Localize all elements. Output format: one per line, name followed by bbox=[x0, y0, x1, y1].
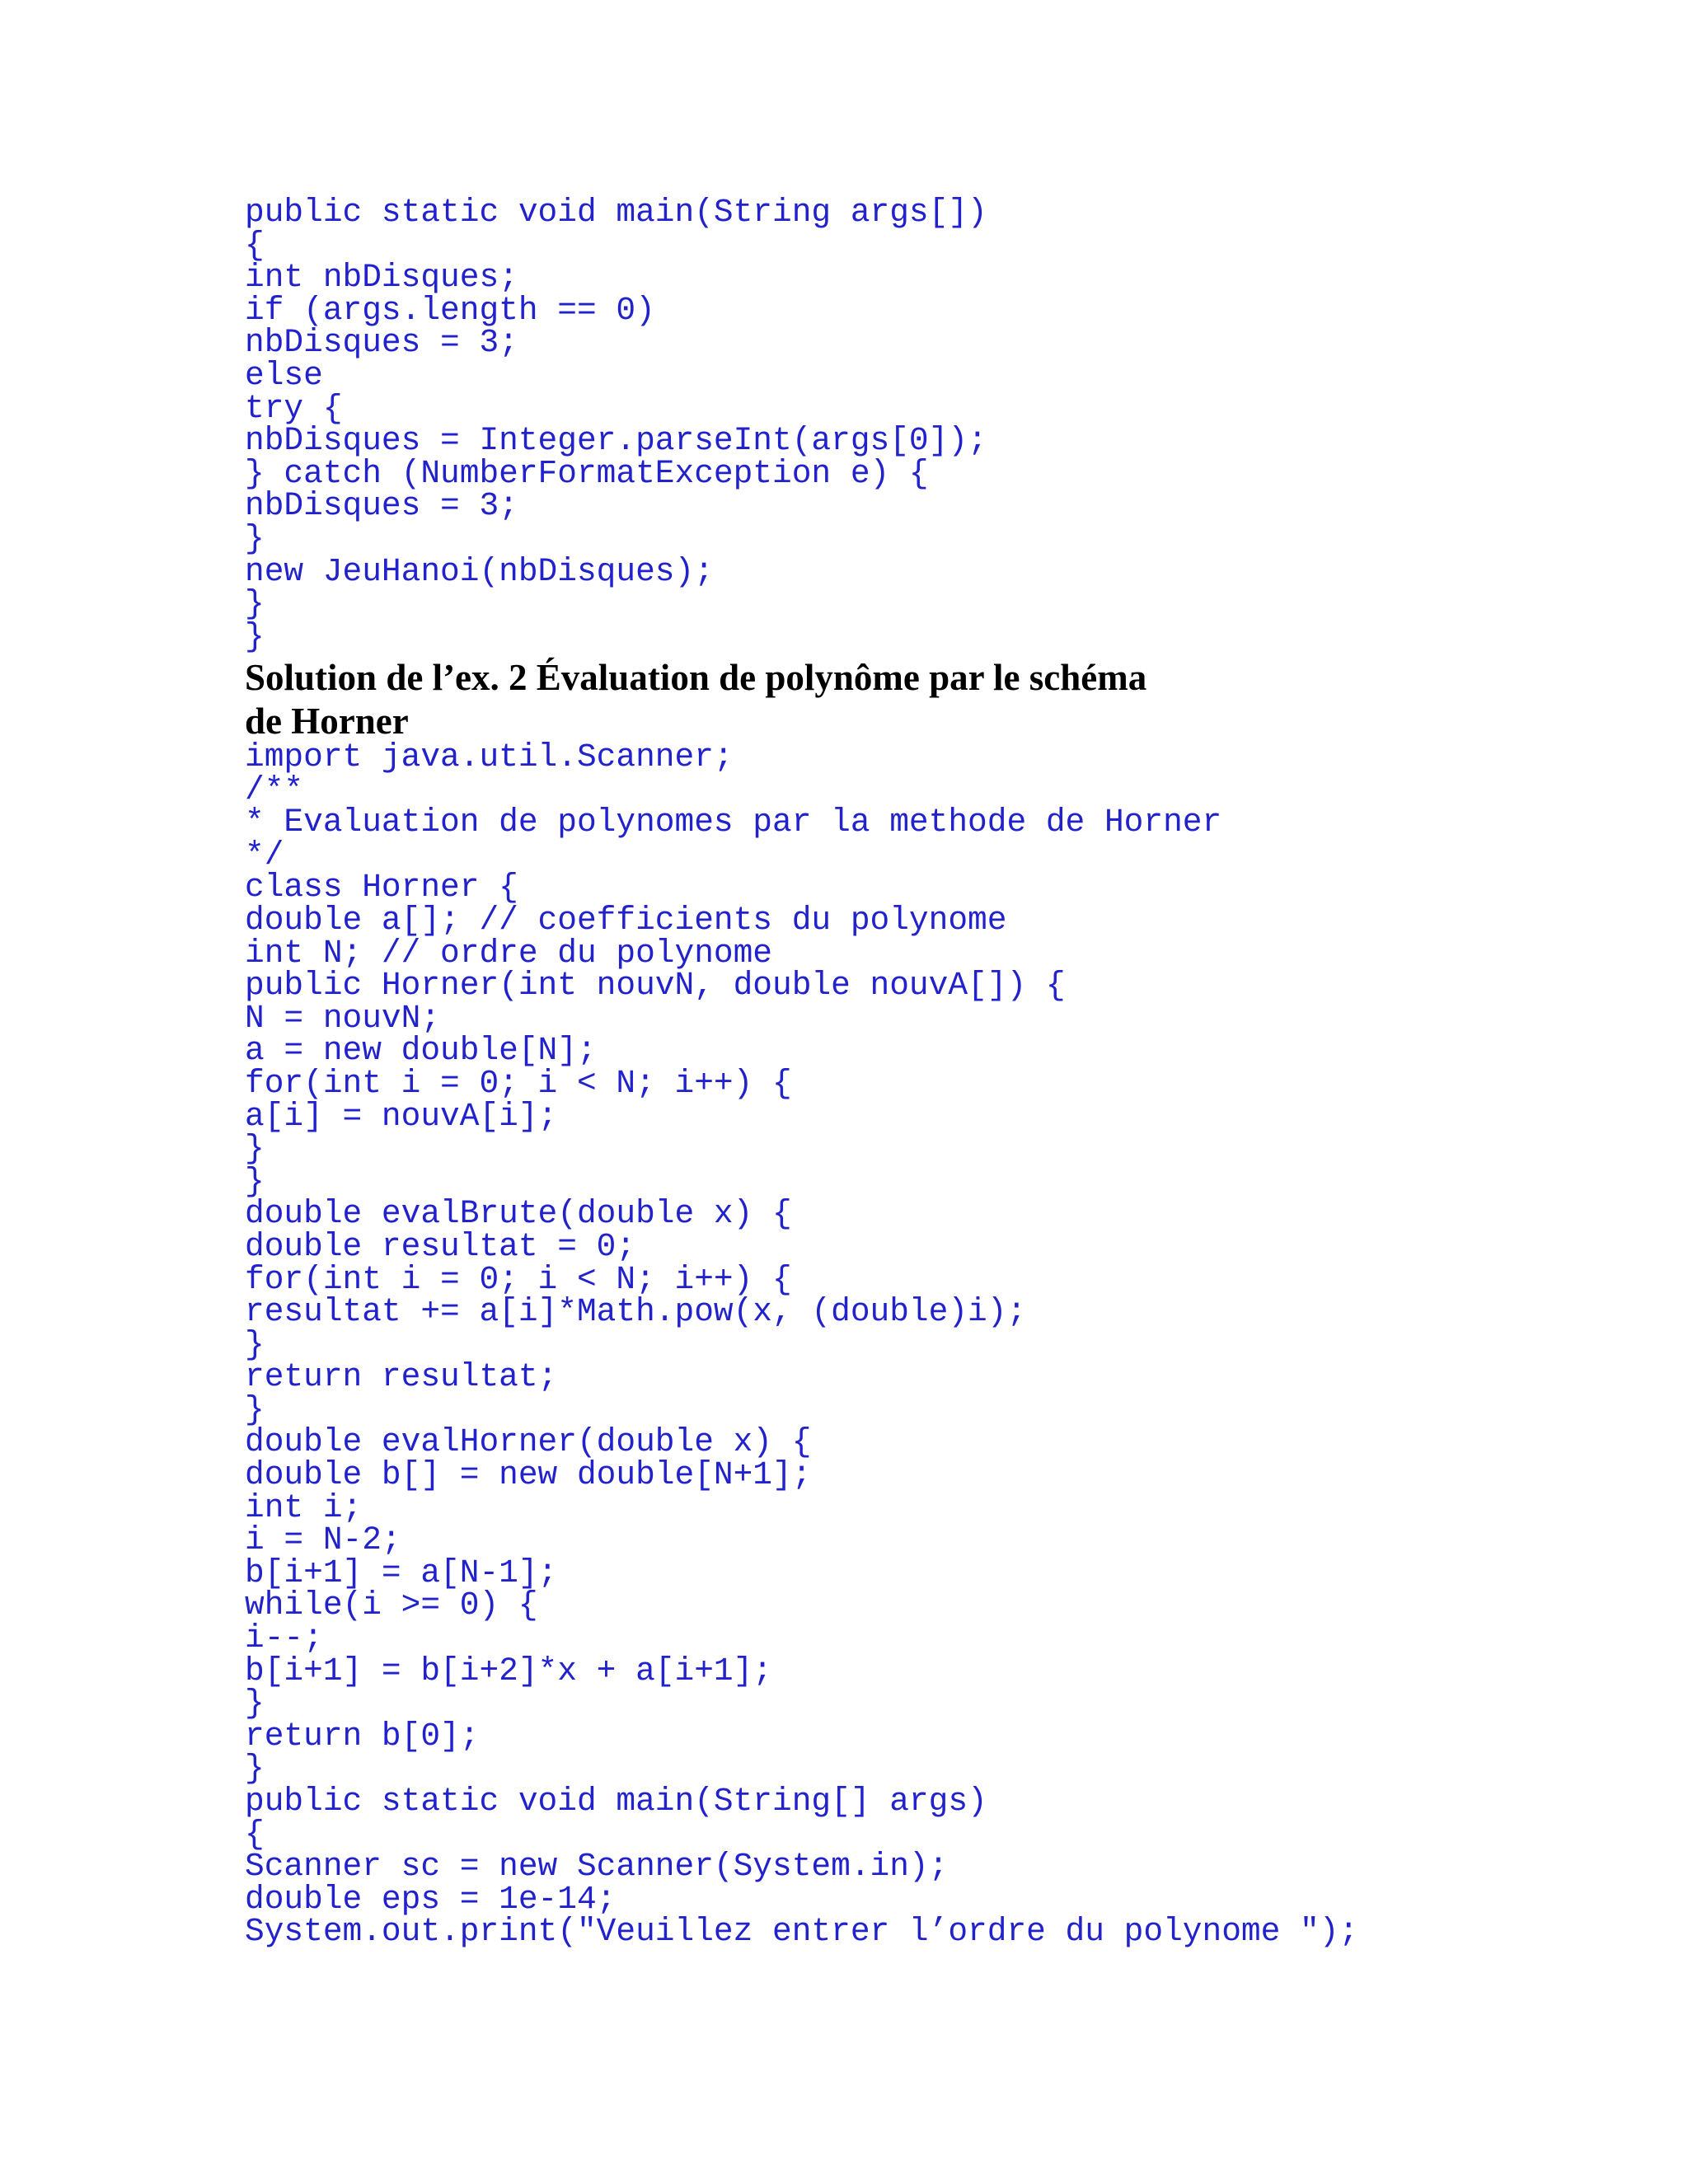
code-line: class Horner { bbox=[245, 869, 518, 907]
code-line: nbDisques = 3; bbox=[245, 487, 518, 525]
code-line: i = N-2; bbox=[245, 1521, 401, 1559]
code-line: double evalBrute(double x) { bbox=[245, 1195, 792, 1233]
code-line: double evalHorner(double x) { bbox=[245, 1423, 812, 1461]
code-line: double b[] = new double[N+1]; bbox=[245, 1456, 812, 1494]
code-line: N = nouvN; bbox=[245, 999, 441, 1037]
code-line: } bbox=[245, 1325, 265, 1363]
code-line: nbDisques = Integer.parseInt(args[0]); bbox=[245, 422, 987, 460]
code-line: double a[]; // coefficients du polynome bbox=[245, 901, 1007, 939]
code-line: for(int i = 0; i < N; i++) { bbox=[245, 1260, 792, 1298]
code-line: public static void main(String args[]) bbox=[245, 194, 987, 231]
code-line: b[i+1] = b[i+2]*x + a[i+1]; bbox=[245, 1652, 773, 1690]
code-line: } bbox=[245, 519, 265, 557]
code-line: } bbox=[245, 1685, 265, 1722]
code-line: } bbox=[245, 617, 265, 655]
code-line: int nbDisques; bbox=[245, 259, 518, 297]
code-line: } catch (NumberFormatException e) { bbox=[245, 454, 929, 492]
code-line: public static void main(String[] args) bbox=[245, 1783, 987, 1820]
code-line: public Horner(int nouvN, double nouvA[]) { bbox=[245, 967, 1066, 1005]
code-line: b[i+1] = a[N-1]; bbox=[245, 1554, 558, 1591]
code-line: int i; bbox=[245, 1488, 363, 1526]
code-line: i--; bbox=[245, 1619, 323, 1657]
code-line: try { bbox=[245, 389, 343, 427]
code-line: nbDisques = 3; bbox=[245, 324, 518, 362]
code-line: return resultat; bbox=[245, 1358, 558, 1396]
code-line: * Evaluation de polynomes par la methode de Horner bbox=[245, 804, 1222, 841]
code-line: double eps = 1e-14; bbox=[245, 1880, 617, 1918]
code-line: else bbox=[245, 356, 323, 394]
code-line: int N; // ordre du polynome bbox=[245, 934, 773, 972]
code-line: a[i] = nouvA[i]; bbox=[245, 1097, 558, 1135]
code-line: return b[0]; bbox=[245, 1717, 480, 1755]
code-line: System.out.print("Veuillez entrer l’ordre du polynome "); bbox=[245, 1913, 1359, 1951]
code-line: double resultat = 0; bbox=[245, 1227, 636, 1265]
code-block-horner bbox=[245, 738, 1359, 1951]
code-line: */ bbox=[245, 836, 284, 874]
code-line: } bbox=[245, 1130, 265, 1168]
code-line: while(i >= 0) { bbox=[245, 1586, 538, 1624]
code-line: Scanner sc = new Scanner(System.in); bbox=[245, 1848, 949, 1886]
code-line: } bbox=[245, 1390, 265, 1428]
code-line: resultat += a[i]*Math.pow(x, (double)i); bbox=[245, 1293, 1027, 1331]
code-block-jeuhanoi-main bbox=[245, 196, 987, 653]
code-line: import java.util.Scanner; bbox=[245, 738, 734, 776]
code-line: /** bbox=[245, 771, 304, 808]
code-line: a = new double[N]; bbox=[245, 1032, 597, 1070]
code-line: } bbox=[245, 1750, 265, 1788]
code-line: } bbox=[245, 585, 265, 623]
code-line: if (args.length == 0) bbox=[245, 291, 655, 329]
section-heading: Solution de l’ex. 2 Évaluation de polynôme par le schéma de Horner bbox=[245, 657, 1147, 742]
code-line: for(int i = 0; i < N; i++) { bbox=[245, 1064, 792, 1102]
code-line: new JeuHanoi(nbDisques); bbox=[245, 552, 714, 590]
code-line: { bbox=[245, 1815, 265, 1853]
code-line: { bbox=[245, 226, 265, 264]
code-line: } bbox=[245, 1162, 265, 1200]
